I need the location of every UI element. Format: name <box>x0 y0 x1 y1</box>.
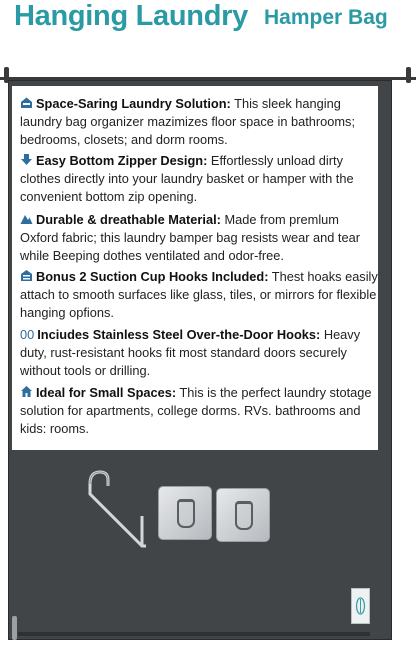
feature-heading: Easy Bottom Zipper Design: <box>36 153 208 168</box>
brand-tag <box>351 588 370 624</box>
double-o-icon: 00 <box>20 327 35 342</box>
feature-heading: Inciudes Stainless Steel Over-the-Door Hooks: <box>37 327 321 342</box>
suction-cup-hook <box>216 488 270 542</box>
feature-body: This sleek hanging laundry bag organizer mazimizes floor space in bathrooms; bedrooms, closets; and dorm rooms. <box>20 96 356 147</box>
house-icon <box>20 385 33 398</box>
feature-heading: Ideal for Small Spaces: <box>36 385 177 400</box>
feature-panel <box>12 86 378 450</box>
feature-body: Made from premlum Oxford fabric; this laundry bamper bag resists wear and tear while Beeping dothes ventilated and odor-free. <box>20 212 360 263</box>
feature-heading: Space-Saring Laundry Solution: <box>36 96 231 111</box>
feature-item <box>20 268 378 322</box>
mountain-icon <box>20 212 33 225</box>
arrow-down-icon <box>20 153 33 166</box>
feature-item <box>20 326 378 380</box>
product-title <box>0 0 416 40</box>
suction-cup-hook <box>158 486 212 540</box>
feature-heading: Bonus 2 Suction Cup Hooks Included: <box>36 269 269 284</box>
rod-end-right <box>406 67 411 83</box>
feature-body: Effortlessly unload dirty clothes directly into your laundry basket or hamper with the convenient bottom zip opening. <box>20 153 354 204</box>
feature-body: Thest hoaks easily attach to smooth surfaces like glass, tiles, or mirrors for flexible hanging opfions. <box>20 269 378 320</box>
cup-hook-loop <box>235 501 253 530</box>
home-icon <box>20 96 33 109</box>
title-main: Hanging Laundry <box>14 0 248 32</box>
title-sub: Hamper Bag <box>264 6 388 29</box>
tag-logo-icon <box>352 589 369 623</box>
cup-hook-loop <box>177 499 195 528</box>
suction-cup-icon <box>20 269 33 282</box>
feature-item <box>20 211 378 265</box>
zipper-pull <box>12 616 17 640</box>
feature-item <box>20 384 378 438</box>
feature-body: Heavy duty, rust-resistant hooks fit most standard doors securely without tools or drilling. <box>20 327 361 378</box>
bottom-zipper <box>18 632 370 636</box>
accessory-area <box>12 456 378 634</box>
feature-body: This is the perfect laundry stotage solution for apartments, college dorms. RVs. bathrooms and kids: rooms. <box>20 385 372 436</box>
feature-heading: Durable & dreathable Material: <box>36 212 221 227</box>
over-door-hook <box>82 466 162 556</box>
feature-item <box>20 95 378 149</box>
feature-item <box>20 152 378 206</box>
